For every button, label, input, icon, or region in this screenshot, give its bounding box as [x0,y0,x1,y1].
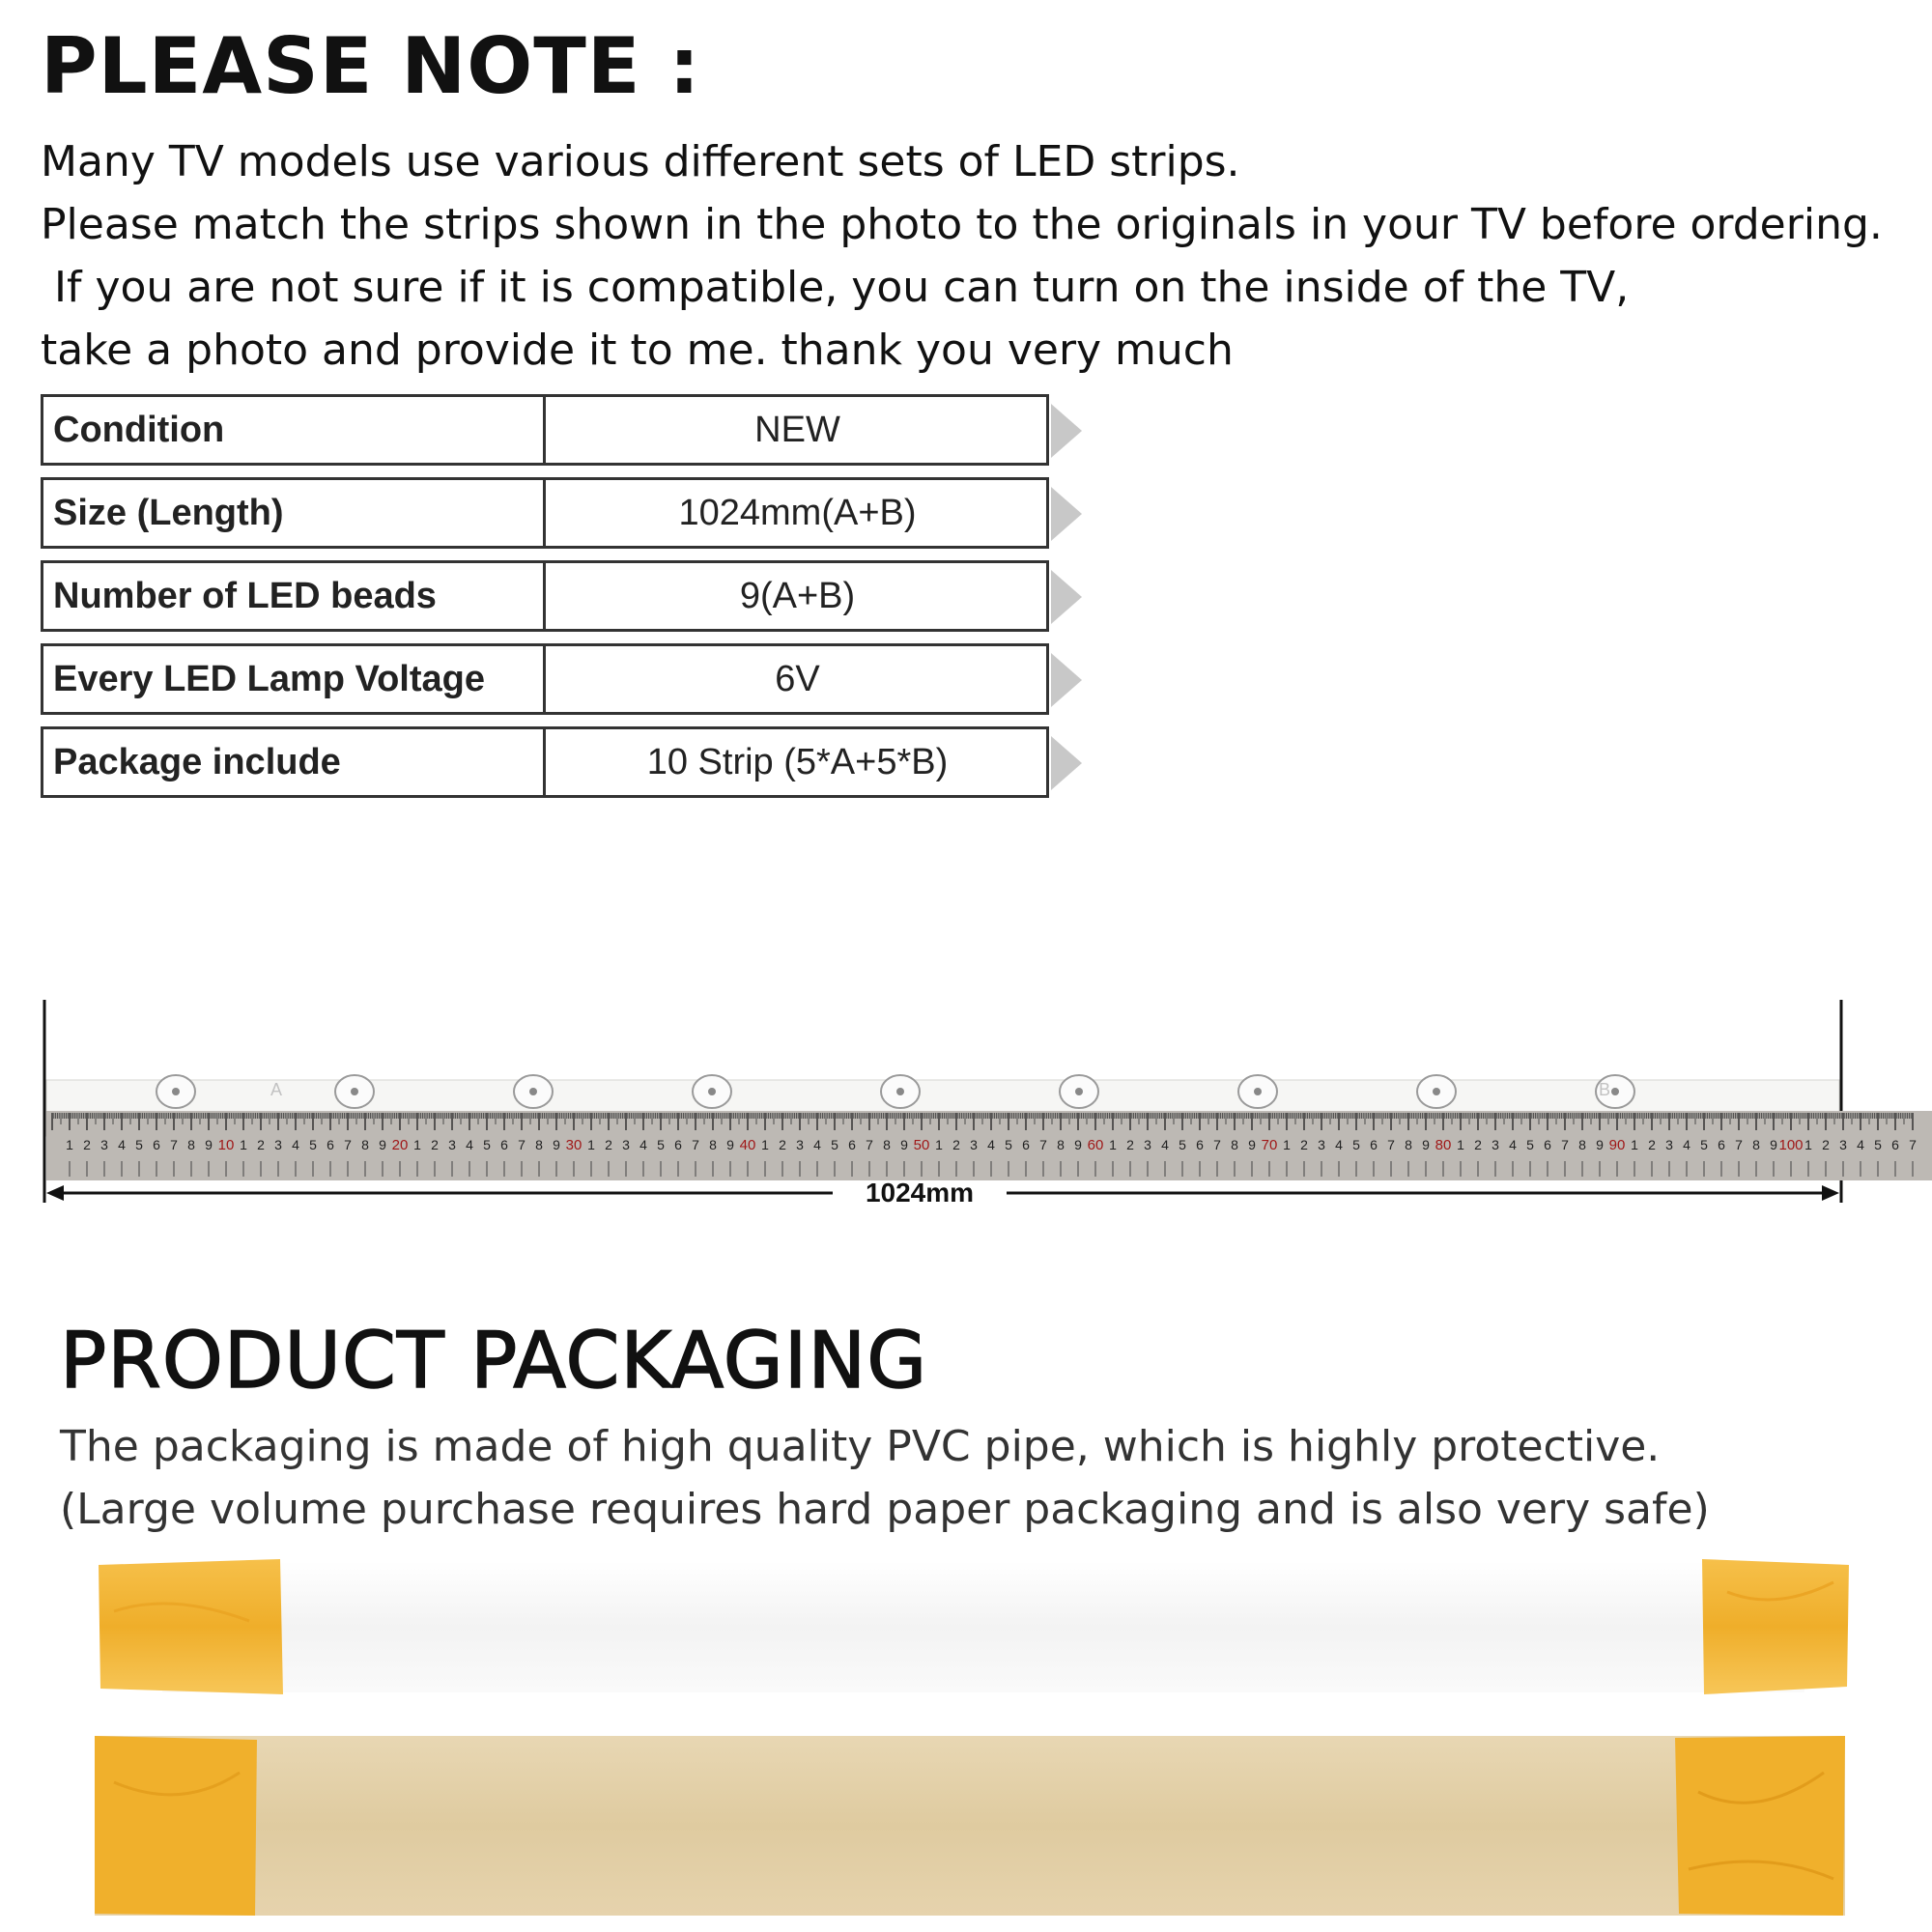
ruler-label: 6 [153,1137,160,1152]
led-bead [156,1075,195,1108]
ruler-label: 2 [431,1137,439,1152]
ruler-label: 4 [466,1137,473,1152]
ruler-label: 8 [1057,1137,1065,1152]
spec-row-voltage [41,643,1095,717]
ruler-label: 5 [483,1137,491,1152]
spec-row-condition [41,394,1095,468]
ruler-label: 9 [1422,1137,1430,1152]
ruler-label: 9 [379,1137,386,1152]
ruler-label: 7 [866,1137,873,1152]
ruler-label: 3 [1665,1137,1673,1152]
ruler-label: 6 [1370,1137,1378,1152]
ruler-label: 2 [83,1137,91,1152]
ruler-label: 4 [1161,1137,1169,1152]
spec-value: 10 Strip (5*A+5*B) [646,741,949,782]
ruler-label: 9 [205,1137,213,1152]
ruler-label: 7 [170,1137,178,1152]
ruler-label: 1 [1283,1137,1291,1152]
spec-value: 6V [775,658,820,699]
led-bead [881,1075,920,1108]
ruler-label: 4 [1683,1137,1690,1152]
ruler-label: 5 [1526,1137,1534,1152]
ruler-label: 4 [1857,1137,1864,1152]
ruler-label: 7 [692,1137,699,1152]
ruler-label: 7 [1735,1137,1743,1152]
ruler-label: 7 [1387,1137,1395,1152]
spec-value: 9(A+B) [739,575,856,616]
ruler-label: 5 [309,1137,317,1152]
strip-label-b: B [1599,1080,1611,1099]
ruler-label: 3 [1492,1137,1499,1152]
ruler-label: 1 [1631,1137,1638,1152]
ruler-label: 9 [726,1137,734,1152]
packaging-line: The packaging is made of high quality PVC pipe, which is highly protective. [60,1422,1661,1471]
arrow-left-icon [46,1185,64,1201]
length-label: 1024mm [865,1178,975,1208]
ruler-label: 2 [605,1137,612,1152]
ruler-label: 5 [1700,1137,1708,1152]
ruler-major-label: 60 [1087,1137,1104,1153]
ruler-label: 7 [1213,1137,1221,1152]
ruler-label: 3 [796,1137,804,1152]
ruler-label: 4 [813,1137,821,1152]
led-strip-figure [39,995,1932,1208]
ruler-label: 8 [1578,1137,1586,1152]
ruler-label: 3 [970,1137,978,1152]
ruler-label: 7 [1039,1137,1047,1152]
ruler-label: 3 [1839,1137,1847,1152]
ruler-label: 3 [448,1137,456,1152]
ruler-label: 2 [1822,1137,1830,1152]
spec-label: Number of LED beads [43,563,546,629]
ruler-label: 5 [1005,1137,1012,1152]
spec-row-package [41,726,1095,800]
ruler-label: 8 [361,1137,369,1152]
spec-value: NEW [754,409,840,450]
arrow-right-icon [1051,404,1082,458]
arrow-right-icon [1051,736,1082,790]
ruler-label: 5 [135,1137,143,1152]
ruler-label: 2 [1474,1137,1482,1152]
ruler-major-label: 40 [739,1137,756,1153]
spec-row-led-beads [41,560,1095,634]
ruler-label: 1 [1804,1137,1812,1152]
ruler-label: 3 [622,1137,630,1152]
ruler-label: 7 [1561,1137,1569,1152]
pvc-tube-image [95,1553,1853,1700]
arrow-right-icon [1822,1185,1839,1201]
ruler-label: 4 [987,1137,995,1152]
spec-label: Package include [43,729,546,795]
spec-value: 1024mm(A+B) [678,492,917,533]
ruler-label: 1 [1109,1137,1117,1152]
ruler-label: 7 [344,1137,352,1152]
ruler-label: 4 [1509,1137,1517,1152]
ruler-label: 1 [587,1137,595,1152]
ruler-label: 9 [1248,1137,1256,1152]
ruler-label: 9 [1074,1137,1082,1152]
ruler-label: 3 [1318,1137,1325,1152]
ruler-label: 1 [240,1137,247,1152]
ruler-label: 6 [327,1137,334,1152]
packaging-line: (Large volume purchase requires hard paper packaging and is also very safe) [60,1485,1710,1534]
ruler-label: 6 [1544,1137,1551,1152]
ruler-label: 9 [900,1137,908,1152]
ruler-label: 8 [709,1137,717,1152]
ruler-label: 2 [779,1137,786,1152]
ruler-label: 2 [1648,1137,1656,1152]
ruler-label: 5 [1352,1137,1360,1152]
ruler-label: 6 [1022,1137,1030,1152]
ruler-label: 6 [674,1137,682,1152]
ruler-label: 3 [274,1137,282,1152]
ruler-label: 3 [100,1137,108,1152]
led-bead [514,1075,553,1108]
arrow-right-icon [1051,653,1082,707]
specs-table [41,394,1095,810]
arrow-right-icon [1051,570,1082,624]
ruler-major-label: 80 [1435,1137,1452,1153]
led-bead [1238,1075,1277,1108]
spec-label: Condition [43,397,546,463]
note-text [41,130,1883,382]
ruler-label: 1 [761,1137,769,1152]
ruler-label: 9 [1596,1137,1604,1152]
cardboard-box-image [95,1734,1845,1918]
ruler-label: 4 [118,1137,126,1152]
ruler-label: 8 [1231,1137,1238,1152]
ruler-major-label: 10 [217,1137,235,1153]
ruler-label: 6 [1891,1137,1899,1152]
ruler-major-label: 70 [1261,1137,1278,1153]
ruler-label: 5 [657,1137,665,1152]
ruler-label: 1 [66,1137,73,1152]
led-bead [1060,1075,1098,1108]
note-title: PLEASE NOTE : [41,21,701,111]
led-bead [1417,1075,1456,1108]
ruler-major-label: 100 [1778,1137,1804,1153]
ruler-label: 2 [1126,1137,1134,1152]
ruler-label: 8 [1752,1137,1760,1152]
ruler-label: 6 [500,1137,508,1152]
ruler-label: 8 [187,1137,195,1152]
spec-label: Size (Length) [43,480,546,546]
ruler-label: 5 [831,1137,838,1152]
ruler-label: 7 [1909,1137,1917,1152]
ruler-label: 5 [1179,1137,1186,1152]
ruler-label: 9 [553,1137,560,1152]
ruler-label: 1 [1457,1137,1464,1152]
ruler-label: 1 [413,1137,421,1152]
ruler-major-label: 30 [565,1137,582,1153]
led-strip-measurement [39,995,1932,1208]
led-bead [335,1075,374,1108]
note-line: Many TV models use various different sets of LED strips. [41,137,1240,186]
ruler-label: 4 [292,1137,299,1152]
ruler-label: 6 [1196,1137,1204,1152]
ruler-label: 1 [935,1137,943,1152]
ruler-label: 8 [1405,1137,1412,1152]
packaging-title: PRODUCT PACKAGING [60,1316,928,1406]
note-line: Please match the strips shown in the photo to the originals in your TV before ordering. [41,200,1883,249]
spec-label: Every LED Lamp Voltage [43,646,546,712]
ruler-label: 2 [1300,1137,1308,1152]
note-line: If you are not sure if it is compatible, you can turn on the inside of the TV, [41,263,1630,312]
note-line: take a photo and provide it to me. thank you very much [41,326,1234,375]
ruler-label: 8 [883,1137,891,1152]
ruler-label: 5 [1874,1137,1882,1152]
spec-row-size [41,477,1095,551]
ruler-label: 6 [848,1137,856,1152]
ruler-label: 8 [535,1137,543,1152]
ruler-label: 4 [639,1137,647,1152]
led-bead [693,1075,731,1108]
arrow-right-icon [1051,487,1082,541]
ruler-label: 9 [1770,1137,1777,1152]
ruler-label: 7 [518,1137,526,1152]
ruler-label: 2 [257,1137,265,1152]
packaging-text [60,1415,1710,1541]
ruler-major-label: 90 [1608,1137,1626,1153]
ruler-label: 3 [1144,1137,1151,1152]
ruler-label: 6 [1718,1137,1725,1152]
strip-label-a: A [270,1080,283,1099]
ruler-label: 2 [952,1137,960,1152]
ruler-label: 4 [1335,1137,1343,1152]
ruler-major-label: 50 [913,1137,930,1153]
ruler-major-label: 20 [391,1137,409,1153]
